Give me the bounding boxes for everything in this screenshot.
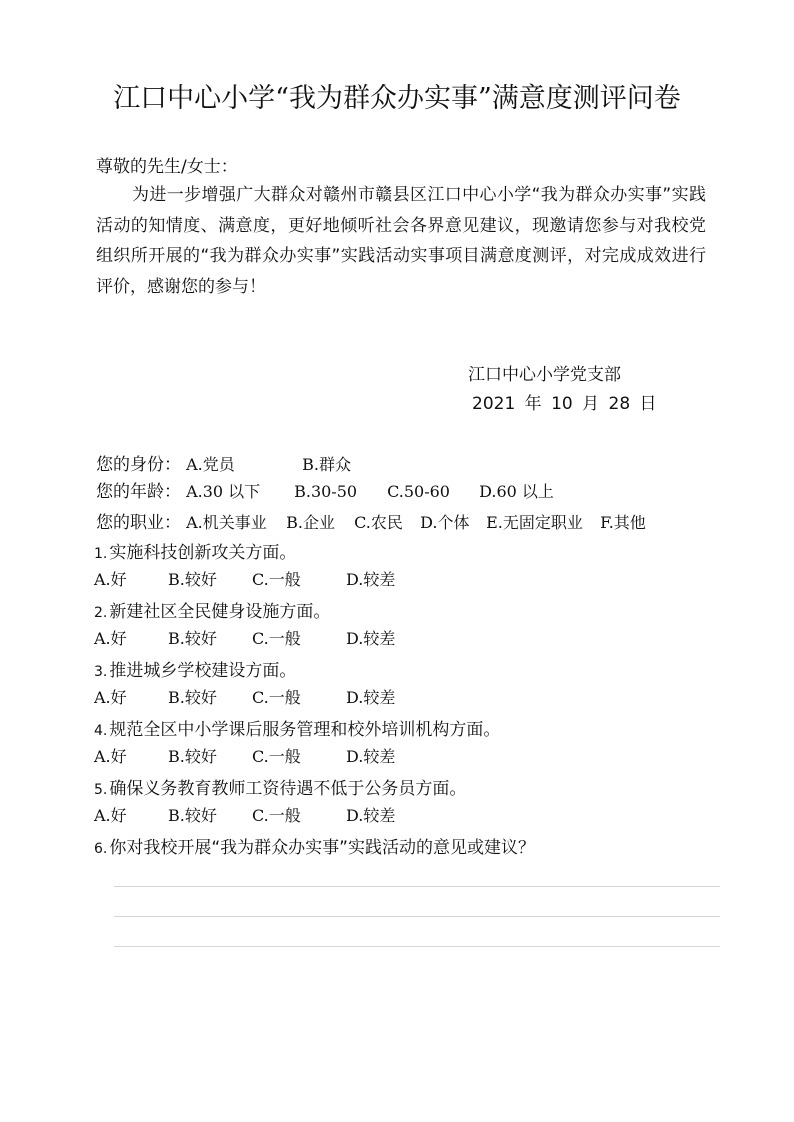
question-number: 4. <box>94 723 108 739</box>
question-text: 新建社区全民健身设施方面。 <box>109 602 331 622</box>
rating-option-d[interactable]: D.较差 <box>346 629 396 648</box>
job-option-f[interactable]: F.其他 <box>600 513 646 532</box>
question-3 <box>94 656 296 681</box>
job-option-e[interactable]: E.无固定职业 <box>486 513 583 532</box>
question-2 <box>94 597 330 622</box>
job-row <box>96 508 646 533</box>
answer-line-1[interactable] <box>114 886 720 887</box>
rating-option-d[interactable]: D.较差 <box>346 747 396 766</box>
question-number: 6. <box>94 841 108 857</box>
question-1-options <box>94 567 395 590</box>
rating-option-c[interactable]: C.一般 <box>252 688 301 707</box>
job-option-d[interactable]: D.个体 <box>420 513 470 532</box>
rating-option-c[interactable]: C.一般 <box>252 806 301 825</box>
age-row <box>96 477 554 502</box>
rating-option-a[interactable]: A.好 <box>94 629 127 648</box>
salutation: 尊敬的先生/女士： <box>96 157 238 177</box>
job-option-a[interactable]: A.机关事业 <box>186 513 267 532</box>
question-1 <box>94 538 296 563</box>
rating-option-d[interactable]: D.较差 <box>346 570 396 589</box>
question-5 <box>94 774 466 799</box>
identity-label: 您的身份： <box>96 455 181 475</box>
question-number: 3. <box>94 664 108 680</box>
age-option-b[interactable]: B.30-50 <box>294 482 358 501</box>
question-text: 规范全区中小学课后服务管理和校外培训机构方面。 <box>109 720 501 740</box>
answer-line-2[interactable] <box>114 916 720 917</box>
question-4-options <box>94 744 395 767</box>
identity-option-b[interactable]: B.群众 <box>302 455 351 474</box>
question-text: 确保义务教育教师工资待遇不低于公务员方面。 <box>109 779 467 799</box>
job-option-c[interactable]: C.农民 <box>354 513 403 532</box>
question-6 <box>94 833 535 858</box>
age-label: 您的年龄： <box>96 482 181 502</box>
question-4 <box>94 715 500 740</box>
question-text: 你对我校开展“我为群众办实事”实践活动的意见或建议？ <box>109 838 535 858</box>
rating-option-a[interactable]: A.好 <box>94 806 127 825</box>
rating-option-b[interactable]: B.较好 <box>168 629 217 648</box>
rating-option-b[interactable]: B.较好 <box>168 747 217 766</box>
rating-option-b[interactable]: B.较好 <box>168 688 217 707</box>
rating-option-b[interactable]: B.较好 <box>168 570 217 589</box>
question-number: 2. <box>94 605 108 621</box>
question-5-options <box>94 803 395 826</box>
identity-row <box>96 450 351 475</box>
identity-option-a[interactable]: A.党员 <box>186 455 235 474</box>
question-number: 5. <box>94 782 108 798</box>
rating-option-d[interactable]: D.较差 <box>346 806 396 825</box>
question-2-options <box>94 626 395 649</box>
page-title: 江口中心小学“我为群众办实事”满意度测评问卷 <box>113 83 681 114</box>
signer: 江口中心小学党支部 <box>468 365 621 385</box>
question-text: 推进城乡学校建设方面。 <box>109 661 297 681</box>
rating-option-b[interactable]: B.较好 <box>168 806 217 825</box>
rating-option-a[interactable]: A.好 <box>94 747 127 766</box>
rating-option-c[interactable]: C.一般 <box>252 570 301 589</box>
question-number: 1. <box>94 546 108 562</box>
rating-option-a[interactable]: A.好 <box>94 688 127 707</box>
date: 2021 年 10 月 28 日 <box>472 394 657 414</box>
age-option-c[interactable]: C.50-60 <box>387 482 450 501</box>
question-text: 实施科技创新攻关方面。 <box>109 543 297 563</box>
age-option-d[interactable]: D.60 以上 <box>479 482 554 501</box>
rating-option-d[interactable]: D.较差 <box>346 688 396 707</box>
age-option-a[interactable]: A.30 以下 <box>186 482 261 501</box>
job-option-b[interactable]: B.企业 <box>286 513 335 532</box>
intro-paragraph: 为进一步增强广大群众对赣州市赣县区江口中心小学“我为群众办实事”实践活动的知情度、满意度，更好地倾听社会各界意见建议，现邀请您参与对我校党组织所开展的“我为群众办实事”实践活动实事项目满意度测评，对完成成效进行评价，感谢您的参与！ <box>96 185 706 297</box>
question-3-options <box>94 685 395 708</box>
rating-option-c[interactable]: C.一般 <box>252 629 301 648</box>
rating-option-c[interactable]: C.一般 <box>252 747 301 766</box>
job-label: 您的职业： <box>96 513 181 533</box>
rating-option-a[interactable]: A.好 <box>94 570 127 589</box>
answer-line-3[interactable] <box>114 946 720 947</box>
